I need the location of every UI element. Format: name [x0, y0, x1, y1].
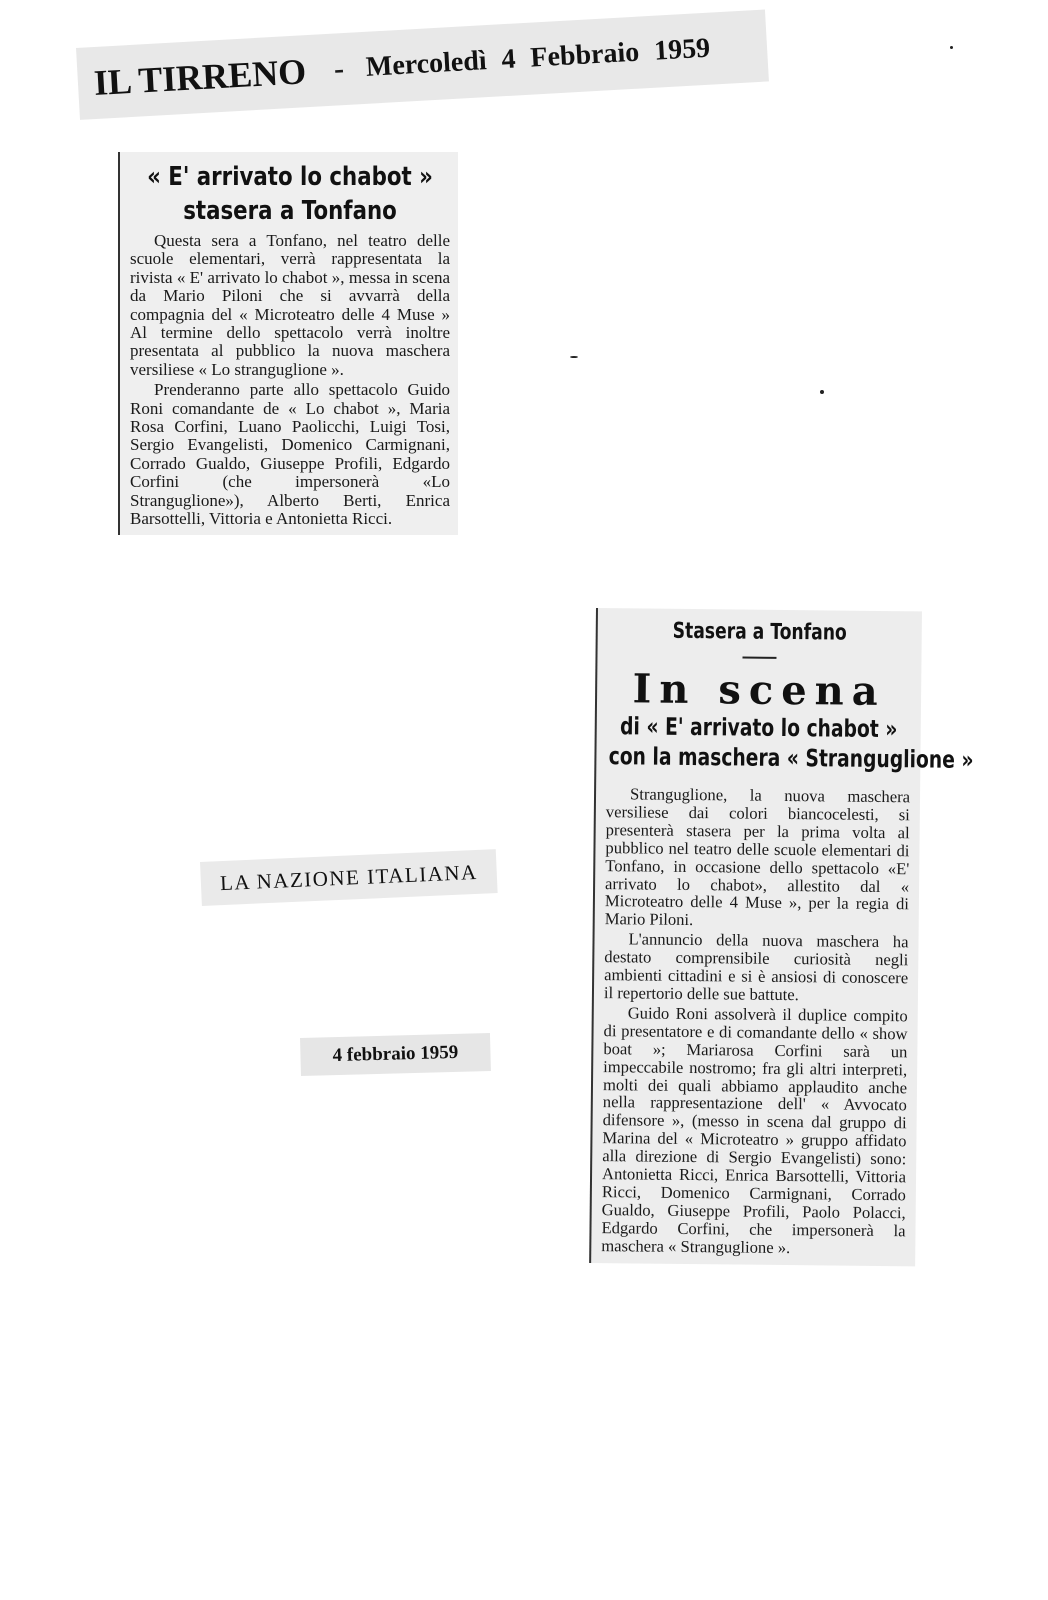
- masthead-date: Mercoledì 4 Febbraio 1959: [365, 32, 711, 83]
- article-body: [601, 785, 910, 1258]
- article-paragraph: Questa sera a Tonfano, nel teatro delle scuole elementari, verrà rappresentata la rivista « E' arrivato lo chabot », messa in scena da Mario Piloni che si avvarrà della compagnia del « Microteatro delle 4 Muse » Al termine dello spettacolo verrà inoltre presentata al pubblico la nuova maschera versiliese « Lo stranguglione ».: [130, 231, 450, 379]
- speck: [950, 46, 953, 49]
- il-tirreno-masthead: [76, 9, 769, 119]
- article-body: [130, 232, 450, 529]
- article-subhead-line1: di « E' arrivato lo chabot »: [619, 712, 898, 744]
- article-nazione: [589, 608, 974, 1266]
- la-nazione-date-label: [300, 1033, 491, 1076]
- article-paragraph: L'annuncio della nuova maschera ha destato comprensibile curiosità negli ambienti cittadini e si è ansiosi di conoscere il repertorio delle sue battute.: [603, 929, 909, 1005]
- newspaper-name: IL TIRRENO: [92, 51, 308, 104]
- la-nazione-label: [200, 849, 498, 906]
- publication-date: 4 febbraio 1959: [332, 1041, 459, 1067]
- article-tirreno: [118, 152, 458, 535]
- newspaper-name: LA NAZIONE ITALIANA: [219, 859, 479, 895]
- masthead-separator: -: [333, 52, 345, 86]
- speck: [820, 390, 824, 394]
- article-paragraph: Stranguglione, la nuova maschera versiliese dai colori biancocelesti, si presenterà stasera per la prima volta al pubblico nel teatro delle scuole elementari di Tonfano, in occasione dello spettacolo «E' arrivato lo chabot», allestito dal « Microteatro delle 4 Muse », per la regia di Mario Piloni.: [604, 784, 911, 930]
- article-headline: In scena: [632, 665, 886, 716]
- article-kicker: Stasera a Tonfano: [672, 618, 847, 646]
- divider: [742, 657, 776, 659]
- speck: [570, 356, 578, 358]
- article-subhead-line2: con la maschera « Stranguglione »: [608, 742, 974, 774]
- article-paragraph: Prenderanno parte allo spettacolo Guido Roni comandante de « Lo chabot », Maria Rosa Corfini, Luano Paolicchi, Luigi Tosi, Sergio Evangelisti, Domenico Carmignani, Corrado Gualdo, Giuseppe Profili, Edgardo Corfini (che impersonerà «Lo Stranguglione»), Alberto Berti, Enrica Barsottelli, Vittoria e Antonietta Ricci.: [130, 380, 450, 529]
- article-paragraph: Guido Roni assolverà il duplice compito di presentatore e di comandante dello « show boat »; Mariarosa Corfini sarà un impeccabile nostromo; fra gli altri interpreti, molti dei quali abbiamo applaudito anche nella rappresentazione dell' « Avvocato difensore », (messo in scena dal gruppo di Marina del « Microteatro » gruppo affidato alla direzione di Sergio Evangelisti) sono: Antonietta Ricci, Enrica Barsottelli, Vittoria Ricci, Domenico Carmignani, Corrado Gualdo, Giuseppe Profili, Paolo Polacci, Edgardo Corfini, che impersonerà la maschera « Stranguglione ».: [601, 1003, 908, 1257]
- article-headline-line2: stasera a Tonfano: [183, 196, 397, 226]
- article-headline-line1: « E' arrivato lo chabot »: [147, 162, 433, 192]
